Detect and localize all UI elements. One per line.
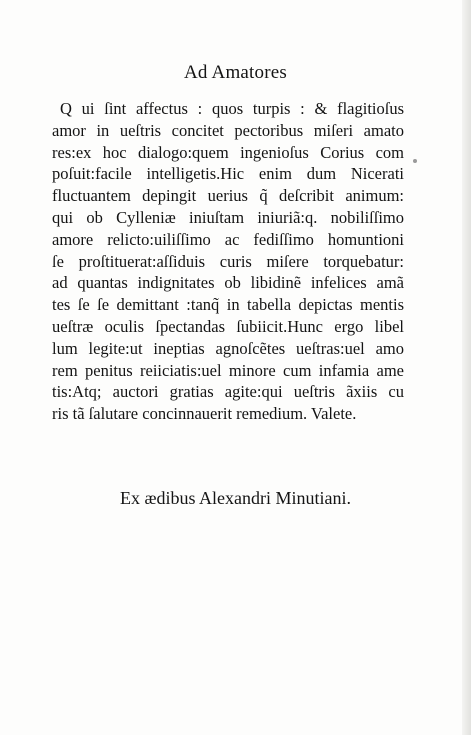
- colophon: Ex ædibus Alexandri Minutiani.: [120, 488, 351, 508]
- text-line: tis:Atq; auctori gratias agite:qui ueſtris ãxiis cu: [52, 382, 404, 402]
- page-title: Ad Amatores: [184, 62, 287, 83]
- text-line: rem penitus reiiciatis:uel minore cum infamia ame: [52, 360, 404, 380]
- text-line: poſuit:facile intelligetis.Hic enim dum Nicerati: [52, 164, 404, 184]
- page-edge-shadow: [462, 0, 471, 735]
- body-text: [52, 98, 404, 425]
- text-line: fluctuantem depingit uerius q̃ deſcribit animum:: [52, 186, 404, 206]
- text-line: ad quantas indignitates ob libidinẽ infelices amã: [52, 273, 404, 293]
- text-line: amor in ueſtris concitet pectoribus miſeri amato: [52, 120, 404, 140]
- text-line: amore relicto:uiliſſimo ac fediſſimo homuntioni: [52, 229, 404, 249]
- text-line: tes ſe ſe demittant :tanq̃ in tabella depictas mentis: [52, 295, 404, 315]
- ink-speck: [413, 159, 417, 163]
- text-line: ueſtræ oculis ſpectandas ſubiicit.Hunc ergo libel: [52, 316, 404, 336]
- text-line: qui ob Cylleniæ iniuſtam iniuriã:q. nobiliſſimo: [52, 207, 404, 227]
- text-line: lum legite:ut ineptias agnoſcẽtes ueſtras:uel amo: [52, 338, 404, 358]
- text-line: res:ex hoc dialogo:quem ingenioſus Corius com: [52, 142, 404, 162]
- text-line: Q ui ſint affectus : quos turpis : & flagitioſus: [60, 99, 404, 118]
- text-line: ſe proſtituerat:aſſiduis curis miſere torquebatur:: [52, 251, 404, 271]
- text-line: ris tã ſalutare concinnauerit remedium. Valete.: [52, 404, 357, 424]
